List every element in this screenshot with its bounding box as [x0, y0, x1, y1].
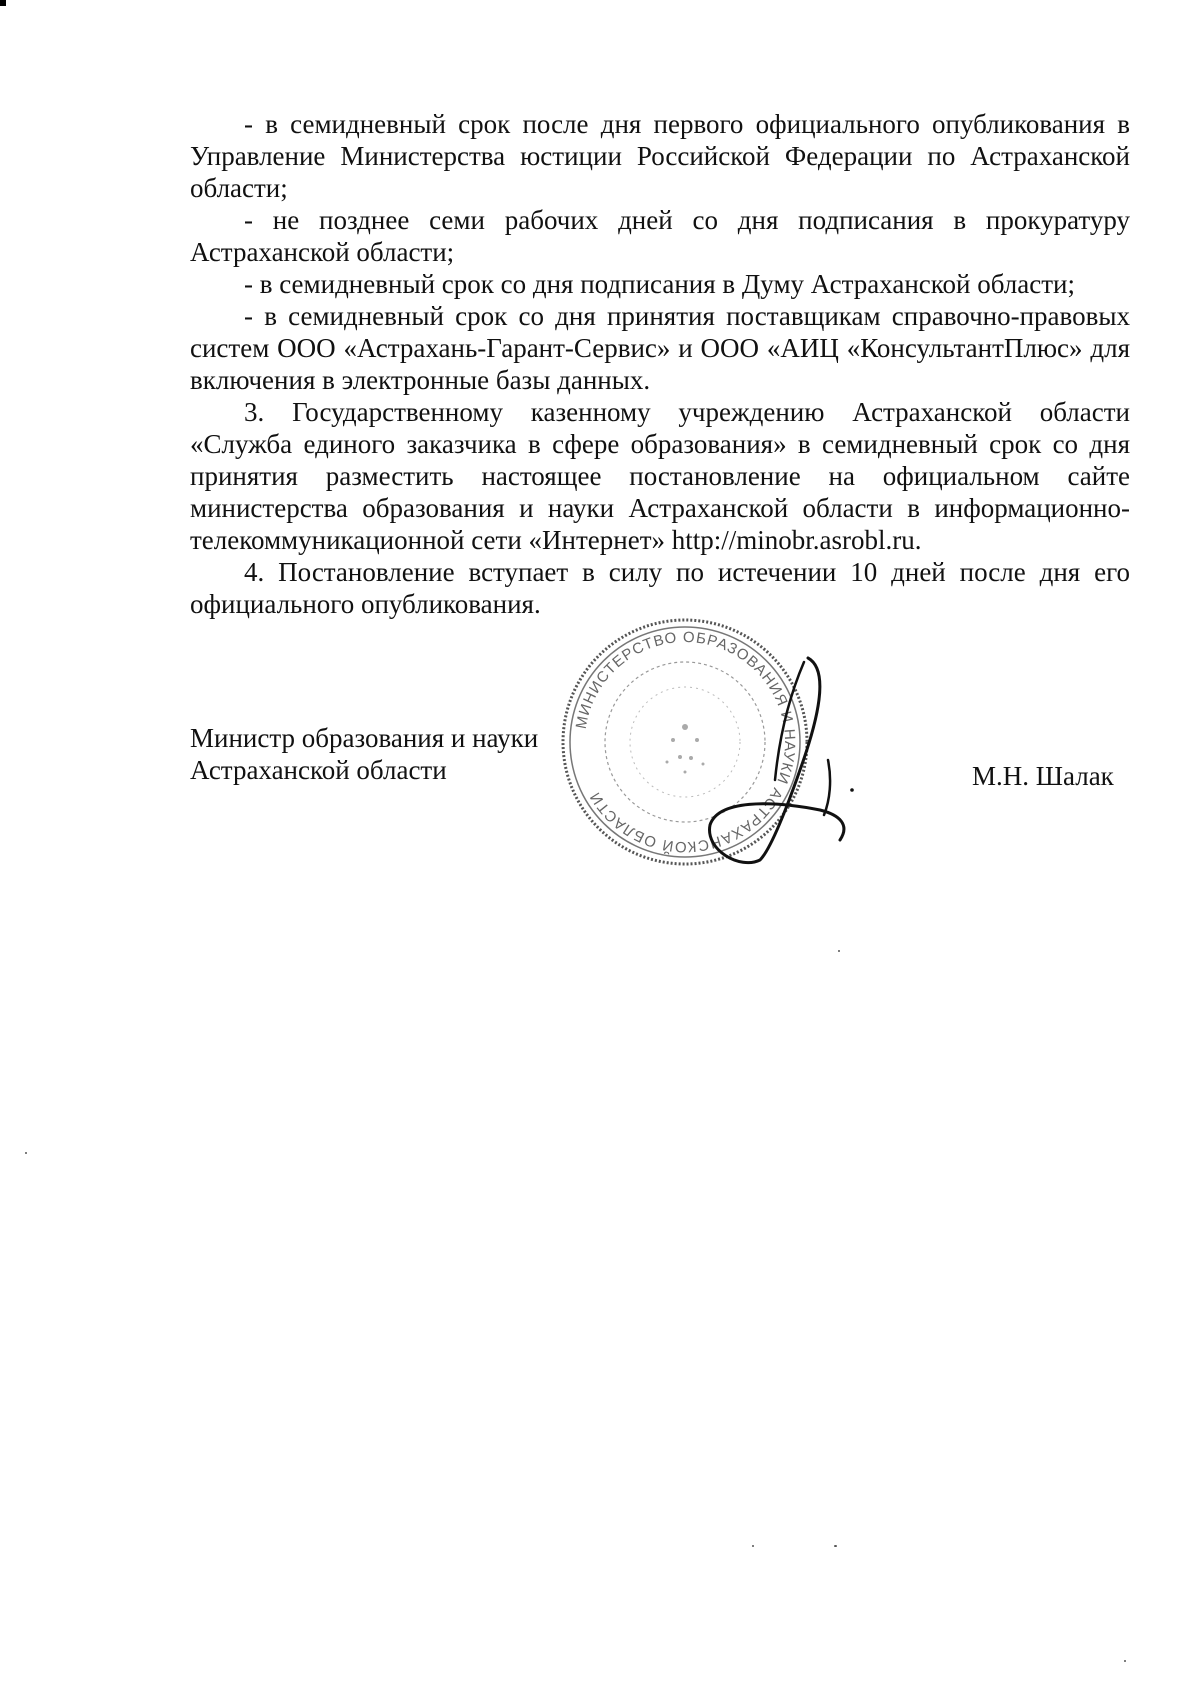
stamp-emblem-icon — [666, 724, 705, 774]
signatory-name: М.Н. Шалак — [972, 761, 1114, 791]
stamp-text: МИНИСТЕРСТВО ОБРАЗОВАНИЯ И НАУКИ АСТРАХАНСКОЙ ОБЛАСТИ — [572, 628, 799, 856]
scan-speck — [838, 950, 840, 952]
paragraph-justice-ministry: - в семидневный срок после дня первого официального опубликования в Управление Министерства юстиции Российской Федерации по Астраханской области; — [190, 109, 1130, 203]
signatory-title — [190, 722, 570, 786]
scan-speck — [25, 1152, 27, 1154]
scan-speck — [1124, 1660, 1126, 1662]
signatory-title-line2: Астраханской области — [190, 755, 447, 785]
paragraph-duma: - в семидневный срок со дня подписания в Думу Астраханской области; — [244, 269, 1075, 299]
signatory-title-line1: Министр образования и науки — [190, 723, 539, 753]
paragraph-prosecutor: - не позднее семи рабочих дней со дня подписания в прокуратуру Астраханской области; — [190, 205, 1130, 267]
scan-speck — [834, 1545, 837, 1547]
paragraph-publication-site: 3. Государственному казенному учреждению Астраханской области «Служба единого заказчика в сфере образования» в семидневный срок со дня принятия разместить настоящее постановление на официальном сайте министерства образования и науки Астраханской области в информационно-телекоммуникационной сети «Интернет» http://minobr.asrobl.ru. — [190, 397, 1130, 555]
handwritten-signature — [700, 650, 880, 870]
scan-speck — [752, 1545, 754, 1547]
paragraph-legal-systems: - в семидневный срок со дня принятия поставщикам справочно-правовых систем ООО «Астрахань-Гарант-Сервис» и ООО «АИЦ «КонсультантПлюс» для включения в электронные базы данных. — [190, 301, 1130, 395]
paragraph-effective-date: 4. Постановление вступает в силу по истечении 10 дней после дня его официального опубликования. — [190, 557, 1130, 619]
